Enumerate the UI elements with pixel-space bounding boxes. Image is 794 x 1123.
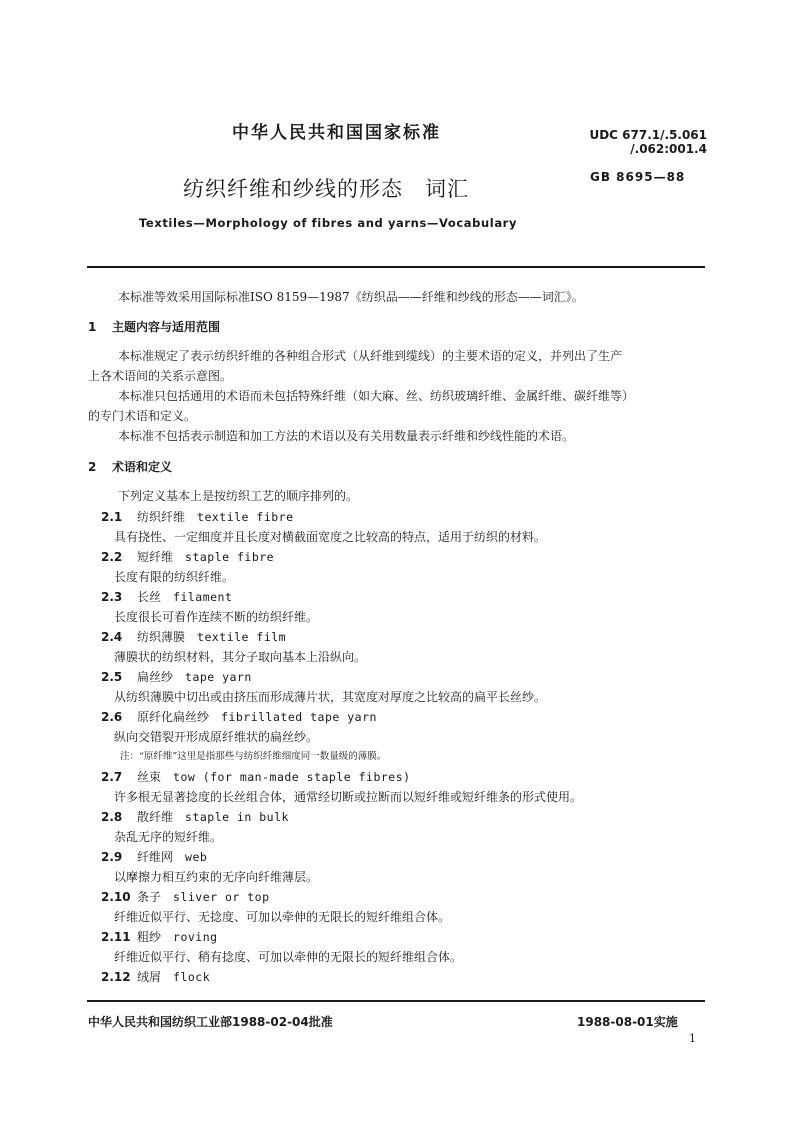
udc-code <box>589 128 707 156</box>
term-name-cn: 短纤维 <box>137 550 174 564</box>
term-2-1-definition: 具有挠性、一定细度并且长度对横截面宽度之比较高的特点，适用于纺织的材料。 <box>114 530 547 544</box>
term-name-cn: 绒屑 <box>137 970 162 984</box>
standard-name: 中华人民共和国国家标准 <box>232 123 441 143</box>
term-name-cn: 粗纱 <box>137 930 162 944</box>
section-1-p1-line2: 上各术语间的关系示意图。 <box>88 369 233 383</box>
term-2-11 <box>101 928 218 945</box>
term-number: 2.4 <box>101 630 123 644</box>
term-number: 2.11 <box>101 930 131 944</box>
term-2-5-definition: 从纺织薄膜中切出或由挤压而形成薄片状，其宽度对厚度之比较高的扁平长丝纱。 <box>114 690 547 704</box>
section-1-p2-line2: 的专门术语和定义。 <box>88 409 197 423</box>
term-name-en: flock <box>173 970 211 984</box>
term-name-cn: 纺织纤维 <box>137 510 186 524</box>
page-number: 1 <box>689 1032 696 1045</box>
term-2-10-definition: 纤维近似平行、无捻度、可加以牵伸的无限长的短纤维组合体。 <box>114 910 451 924</box>
section-1-number: 1 <box>88 320 97 334</box>
term-name-cn: 纺织薄膜 <box>137 630 186 644</box>
intro-paragraph: 本标准等效采用国际标准ISO 8159—1987《纺织品——纤维和纱线的形态——词汇》。 <box>118 290 584 304</box>
term-2-11-definition: 纤维近似平行、稍有捻度、可加以牵伸的无限长的短纤维组合体。 <box>114 950 463 964</box>
section-2-title: 术语和定义 <box>112 460 173 474</box>
footer-divider <box>87 1000 705 1002</box>
term-number: 2.9 <box>101 850 123 864</box>
term-number: 2.5 <box>101 670 123 684</box>
section-2-number: 2 <box>88 460 97 474</box>
term-2-3 <box>101 588 232 605</box>
header-divider <box>87 266 705 268</box>
term-name-cn: 散纤维 <box>137 810 174 824</box>
term-name-en: staple in bulk <box>185 810 289 824</box>
term-2-1 <box>101 508 294 525</box>
term-2-10 <box>101 888 270 905</box>
term-2-3-definition: 长度很长可看作连续不断的纺织纤维。 <box>114 610 319 624</box>
gb-code: GB 8695—88 <box>590 170 686 184</box>
term-name-en: staple fibre <box>185 550 275 564</box>
section-2-heading <box>88 458 172 475</box>
term-name-en: web <box>185 850 208 864</box>
term-2-4-definition: 薄膜状的纺织材料，其分子取向基本上沿纵向。 <box>114 650 367 664</box>
term-name-cn: 原纤化扁丝纱 <box>137 710 210 724</box>
term-name-en: tape yarn <box>185 670 252 684</box>
term-name-en: tow (for man-made staple fibres) <box>173 770 411 784</box>
term-2-9 <box>101 848 207 865</box>
approval-statement: 中华人民共和国纺织工业部1988-02-04批准 <box>88 1015 333 1029</box>
term-number: 2.3 <box>101 590 123 604</box>
term-name-cn: 条子 <box>137 890 162 904</box>
term-2-6-definition: 纵向交错裂开形成原纤维状的扁丝纱。 <box>114 730 319 744</box>
term-number: 2.12 <box>101 970 131 984</box>
term-2-4 <box>101 628 286 645</box>
term-name-en: fibrillated tape yarn <box>221 710 377 724</box>
term-2-5 <box>101 668 252 685</box>
term-name-en: sliver or top <box>173 890 270 904</box>
term-2-2-definition: 长度有限的纺织纤维。 <box>114 570 235 584</box>
section-1-p2-line1: 本标准只包括通用的术语而未包括特殊纤维（如大麻、丝、纺织玻璃纤维、金属纤维、碳纤维等） <box>118 389 635 403</box>
section-1-p1-line1: 本标准规定了表示纺织纤维的各种组合形式（从纤维到缆线）的主要术语的定义，并列出了生产 <box>118 349 623 363</box>
term-name-cn: 纤维网 <box>137 850 174 864</box>
term-name-cn: 丝束 <box>137 770 162 784</box>
section-1-p3: 本标准不包括表示制造和加工方法的术语以及有关用数量表示纤维和纱线性能的术语。 <box>118 429 575 443</box>
effective-date: 1988-08-01实施 <box>577 1015 678 1029</box>
term-name-cn: 扁丝纱 <box>137 670 174 684</box>
term-2-2 <box>101 548 274 565</box>
term-name-en: textile film <box>197 630 287 644</box>
section-2-intro: 下列定义基本上是按纺织工艺的顺序排列的。 <box>118 489 359 503</box>
term-2-6 <box>101 708 377 725</box>
term-number: 2.10 <box>101 890 131 904</box>
term-name-en: filament <box>173 590 233 604</box>
section-1-title: 主题内容与适用范围 <box>112 320 221 334</box>
term-2-8 <box>101 808 289 825</box>
term-name-cn: 长丝 <box>137 590 162 604</box>
term-name-en: roving <box>173 930 218 944</box>
term-2-7 <box>101 768 411 785</box>
udc-line-1: UDC 677.1/.5.061 <box>589 128 707 142</box>
term-2-7-definition: 许多根无显著捻度的长丝组合体，通常经切断或拉断而以短纤维或短纤维条的形式使用。 <box>114 790 583 804</box>
term-2-9-definition: 以摩擦力相互约束的无序向纤维薄层。 <box>114 870 319 884</box>
term-2-8-definition: 杂乱无序的短纤维。 <box>114 830 223 844</box>
term-number: 2.1 <box>101 510 123 524</box>
document-title-en: Textiles—Morphology of fibres and yarns—Vocabulary <box>139 216 518 230</box>
document-title-cn: 纺织纤维和纱线的形态 词汇 <box>183 177 469 201</box>
term-2-6-note: 注：“原纤维”这里是指那些与纺织纤维细度同一数量级的薄膜。 <box>120 751 387 762</box>
section-1-heading <box>88 318 220 335</box>
term-number: 2.2 <box>101 550 123 564</box>
term-number: 2.7 <box>101 770 123 784</box>
term-2-12 <box>101 968 210 985</box>
term-number: 2.6 <box>101 710 123 724</box>
term-name-en: textile fibre <box>197 510 294 524</box>
udc-line-2: /.062:001.4 <box>630 142 707 156</box>
term-number: 2.8 <box>101 810 123 824</box>
